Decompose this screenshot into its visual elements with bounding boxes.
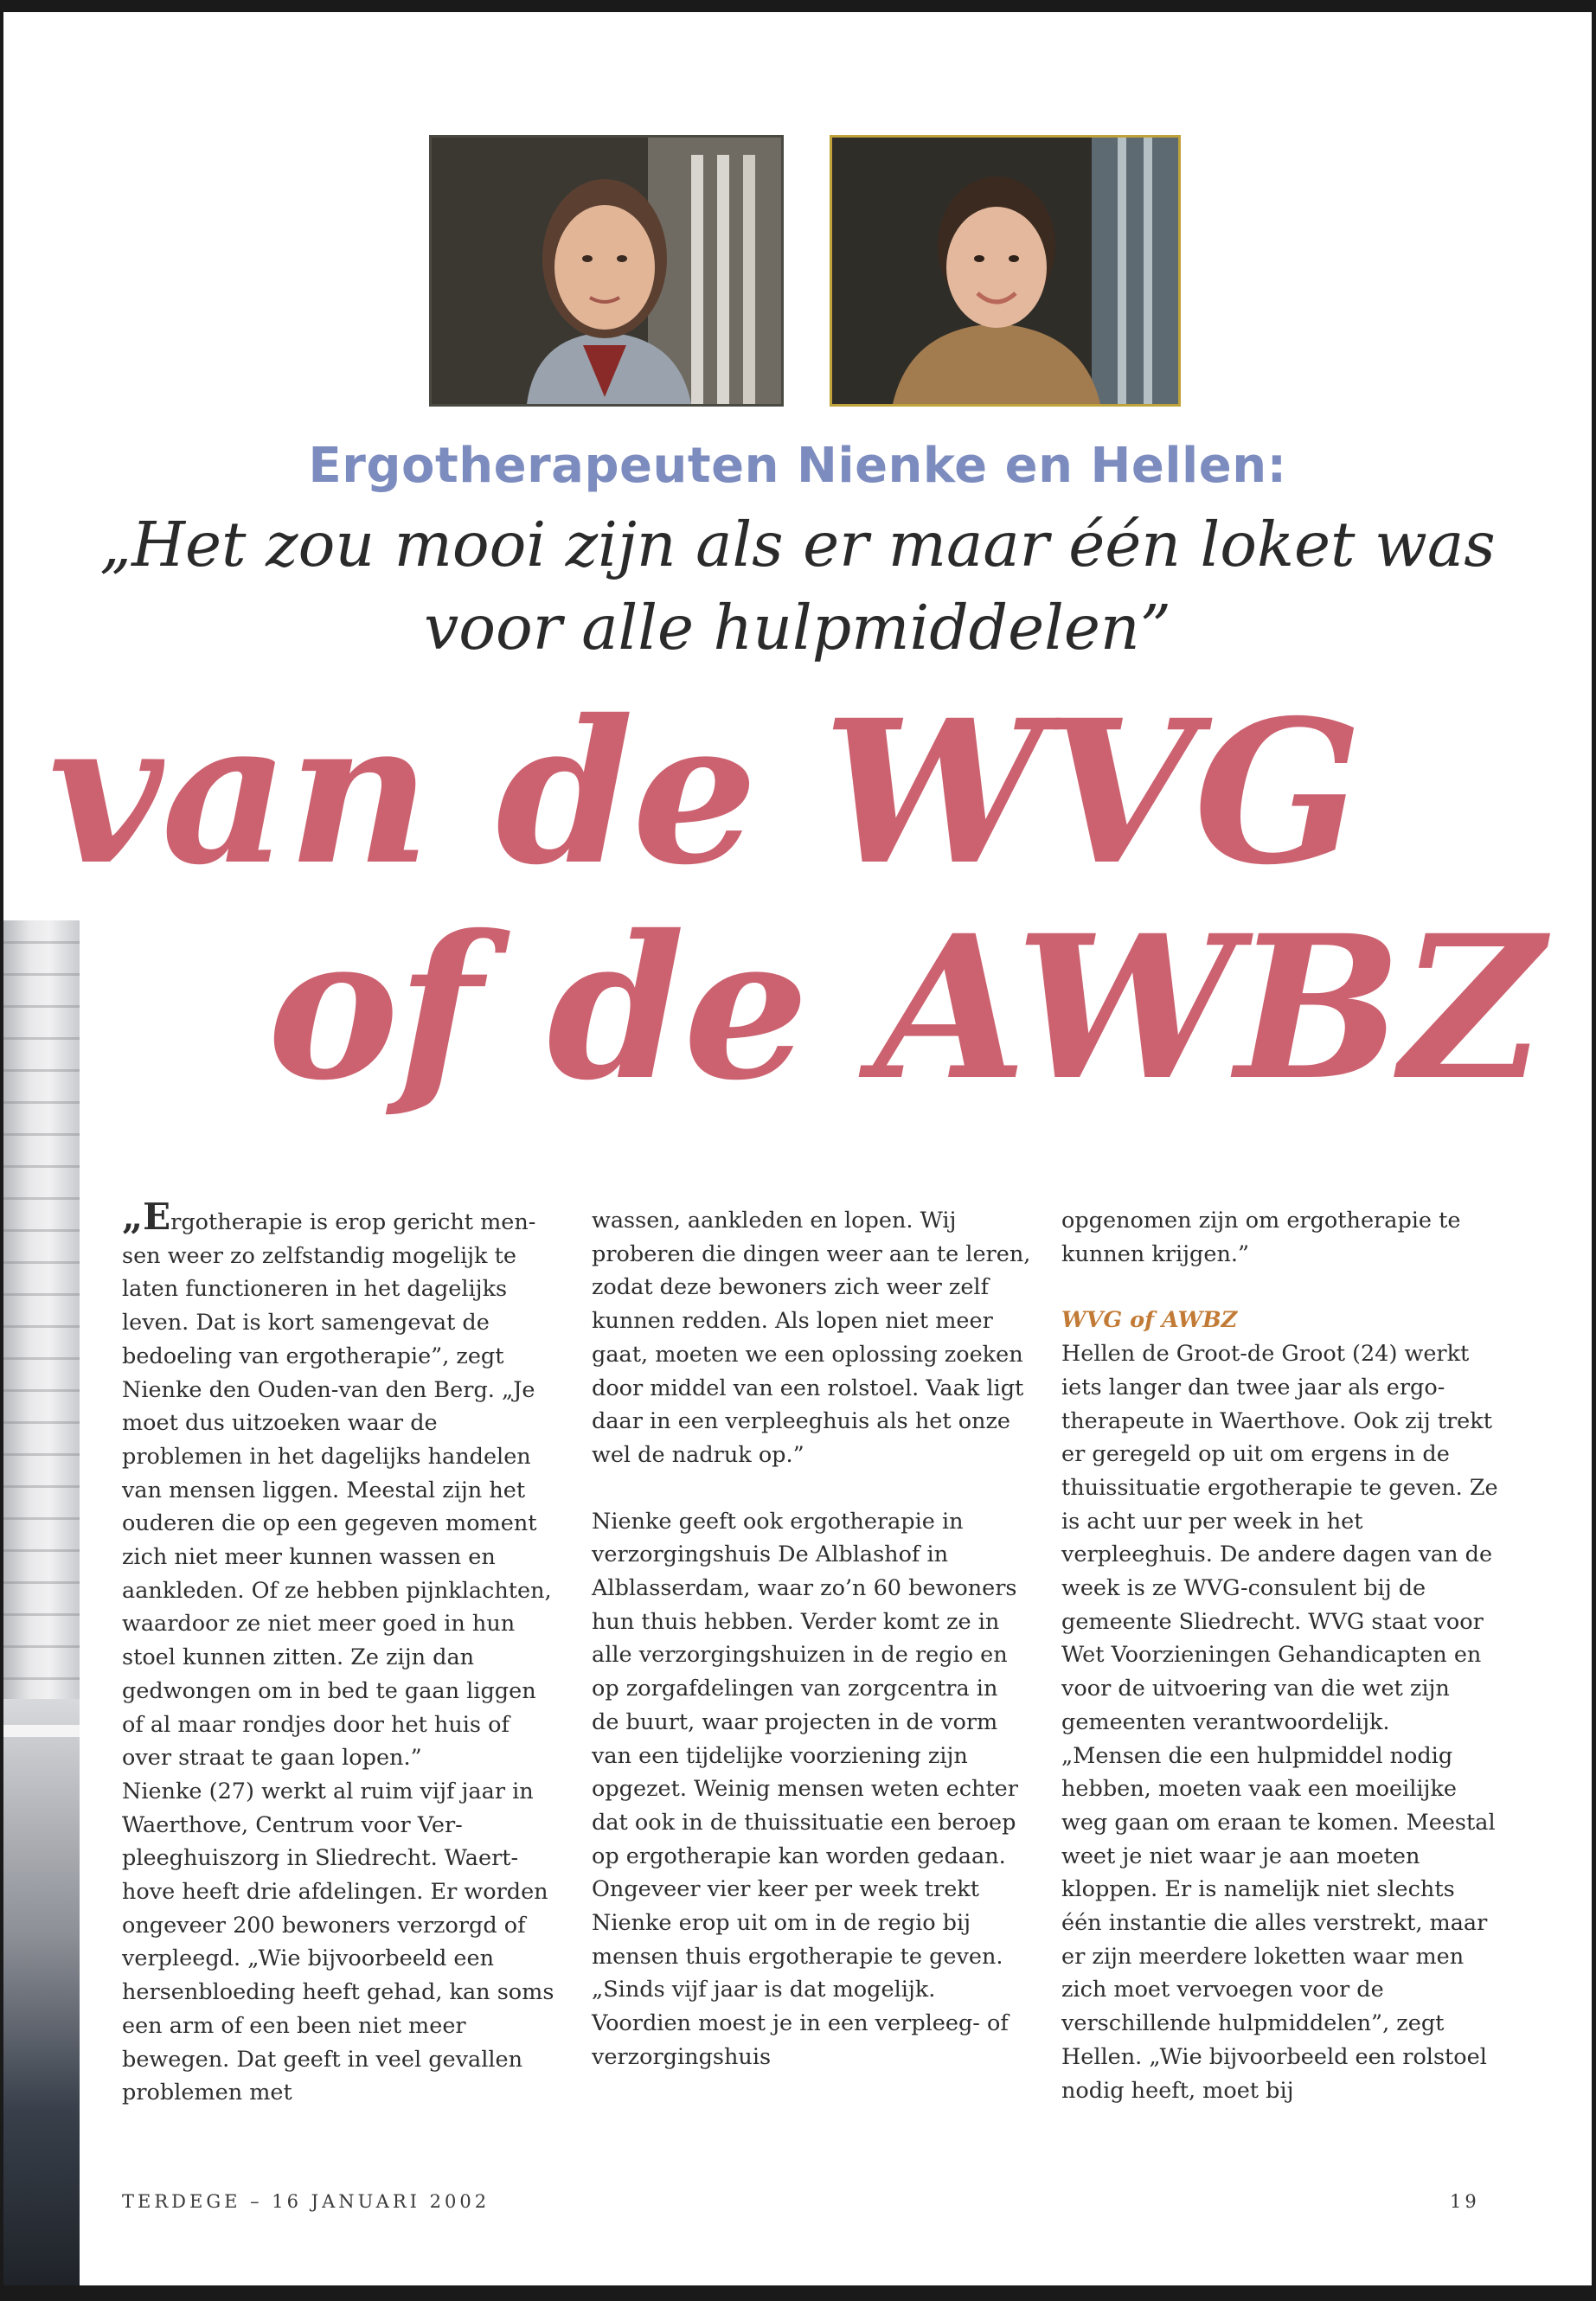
paragraph-text: rgotherapie is erop gericht mensen weer zo zelfstandig mogelijk te laten functioneren in het dagelijks leven. Dat is kort samengevat de bedoeling van ergotherapie”, zegt Nienke den Ouden-van den Berg. „Je moet dus uitzoeken waar de problemen in het dagelijks handelen van mensen liggen. Meestal zijn het ouderen die op een gegeven moment zich niet meer kunnen wassen en aankleden. Of ze hebben pijnklachten, waardoor ze niet meer goed in hun stoel kunnen zitten. Ze zijn dan gedwongen om in bed te gaan liggen of al maar rondjes door het huis of over straat te gaan lopen.”: [122, 1209, 552, 1772]
headline-line-1: van de WVG: [48, 676, 1361, 908]
quote-line-1: „Het zou mooi zijn als er maar één loket was: [99, 509, 1496, 580]
paragraph: wassen, aankleden en lopen. Wij proberen die dingen weer aan te leren, zodat deze bewoners zich weer zelf kunnen redden. Als lopen niet meer gaat, moeten we een oplossing zoeken door middel van een rolstoel. Vaak ligt daar in een verpleeghuis als het onze wel de nadruk op.”: [592, 1208, 1031, 1468]
railing-shadow: [3, 1699, 80, 2285]
paragraph: [122, 1195, 561, 1775]
footer-publication: TERDEGE – 16 JANUARI 2002: [122, 2191, 490, 2212]
headline-line-2: of de AWBZ: [267, 892, 1543, 1124]
drop-cap: „E: [122, 1195, 171, 1238]
article-column-2: [592, 1204, 1031, 2074]
quote-line-2: voor alle hulpmiddelen”: [424, 592, 1171, 663]
railing-rod: [3, 1725, 80, 1737]
portrait-photo-hellen: [830, 135, 1181, 407]
article-kicker: Ergotherapeuten Nienke en Hellen:: [308, 438, 1287, 494]
paragraph: Hellen de Groot-de Groot (24) werkt iets langer dan twee jaar als ergotherapeute in Waerthove. Ook zij trekt er geregeld op uit om ergens in de thuissituatie ergotherapie te geven. Ze is acht uur per week in het verpleeghuis. De andere dagen van de week is ze WVG-consulent bij de gemeente Sliedrecht. WVG staat voor Wet Voorzieningen Gehandicapten en voor de uitvoering van die wet zijn gemeenten verantwoordelijk.: [1061, 1341, 1498, 1735]
magazine-page: [3, 12, 1592, 2285]
paragraph: opgenomen zijn om ergotherapie te kunnen krijgen.”: [1061, 1208, 1461, 1267]
article-column-1: [122, 1195, 561, 2110]
paragraph: Nienke geeft ook ergotherapie in verzorgingshuis De Alblashof in Alblasserdam, waar zo’n 60 bewoners hun thuis hebben. Verder komt ze in alle verzorgingshuizen in de regio en op zorgafdelingen van zorgcentra in de buurt, waar projecten in de vorm van een tijdelijke voorziening zijn opgezet. Weinig mensen weten echter dat ook in de thuissituatie een beroep op ergotherapie kan worden gedaan. Ongeveer vier keer per week trekt Nienke erop uit om in de regio bij mensen thuis ergotherapie te geven. „Sinds vijf jaar is dat mogelijk. Voordien moest je in een verpleeg- of verzorgingshuis: [592, 1508, 1018, 2070]
article-column-3: [1061, 1204, 1501, 2107]
article-quote: [3, 503, 1592, 670]
section-subheading: WVG of AWBZ: [1061, 1307, 1238, 1334]
side-photo: [3, 920, 80, 2285]
page-number: 19: [1450, 2191, 1480, 2212]
portrait-photo-nienke: [429, 135, 784, 407]
paragraph: Nienke (27) werkt al ruim vijf jaar in Waerthove, Centrum voor Verpleeghuiszorg in Sliedrecht. Waerthove heeft drie afdelingen. Er worden ongeveer 200 bewoners verzorgd of verpleegd. „Wie bijvoorbeeld een hersenbloeding heeft gehad, kan soms een arm of een been niet meer bewegen. Dat geeft in veel gevallen problemen met: [122, 1778, 554, 2106]
paragraph: „Mensen die een hulpmiddel nodig hebben, moeten vaak een moeilijke weg gaan om eraan te komen. Meestal weet je niet waar je aan moeten kloppen. Er is namelijk niet slechts één instantie die alles verstrekt, maar er zijn meerdere loketten waar men zich moet vervoegen voor de verschillende hulpmiddelen”, zegt Hellen. „Wie bijvoorbeeld een rolstoel nodig heeft, moet bij: [1061, 1742, 1496, 2104]
